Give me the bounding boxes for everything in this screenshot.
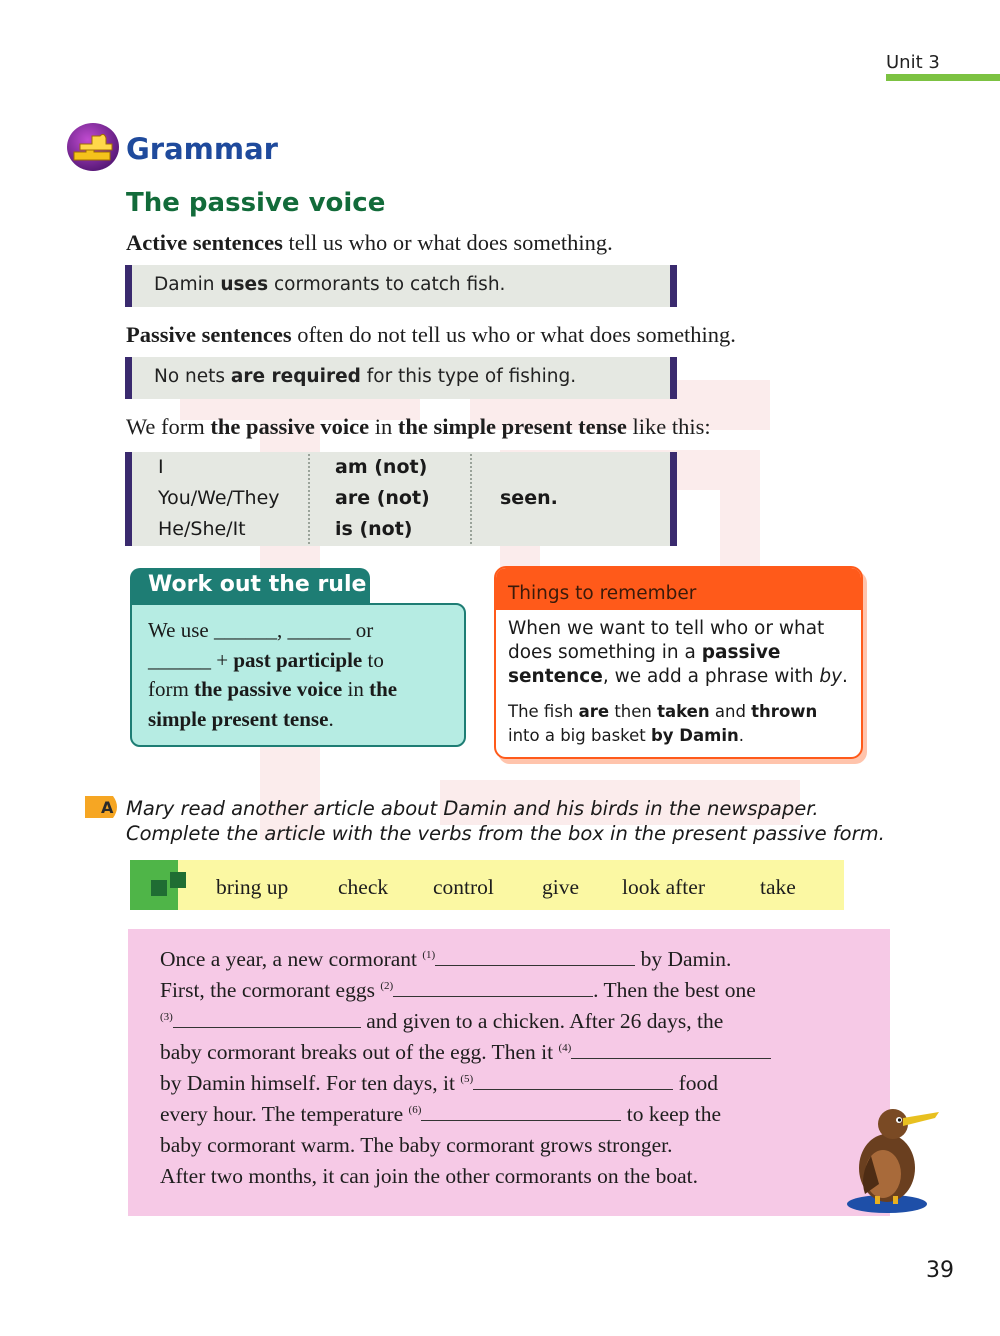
word-option[interactable]: control [433,875,494,899]
article-line-8: After two months, it can join the other cormorants on the boat. [160,1164,698,1188]
article-line-1: Once a year, a new cormorant $^{(1)}$ by Damin. [160,947,732,971]
subject-cell: I [158,456,164,478]
word-option[interactable]: give [542,875,580,899]
remember-example: The fish are then taken and thrown into a big basket by Damin. [508,702,818,745]
page-number: 39 [926,1258,954,1283]
table-divider [470,454,472,544]
grammar-title: Grammar [126,132,278,166]
verb-cell [335,514,430,545]
answer-blank-4[interactable] [571,1040,771,1059]
table-divider [308,454,310,544]
verb-rest: (not) [367,456,428,478]
form-sentence [126,414,711,440]
exercise-badge-letter: A [101,798,114,817]
verb-bold: am [335,456,368,478]
article-line-2: First, the cormorant eggs $^{(2)}$ . Then the best one [160,978,756,1002]
form-text-1: We form [126,414,211,439]
verb-bold: is [335,518,353,540]
passive-form-table [125,452,677,546]
passive-example-box [125,357,677,399]
answer-blank-3[interactable] [173,1009,361,1028]
passive-example-pre: No nets [154,366,231,387]
passive-rule-text: often do not tell us who or what does something. [291,322,736,347]
rule-blank[interactable]: ______ [148,647,211,672]
passive-rule [126,322,736,348]
exercise-badge-icon [83,796,121,818]
rule-line-2: ______ + past participle to [148,647,384,672]
answer-blank-6[interactable] [421,1102,621,1121]
verb-cell [335,452,430,483]
section-title: The passive voice [126,188,386,218]
blank-number: (2) [380,979,394,992]
exercise-instruction: Mary read another article about Damin and his birds in the newspaper. Complete the article with the verbs from the box in the present passive form. [126,797,885,845]
rule-line-3: form the passive voice in the [148,677,398,701]
passive-example-bold: are required [230,366,361,387]
form-text-2: in [369,414,398,439]
active-example-post: cormorants to catch fish. [268,274,506,295]
passive-rule-bold: Passive sentences [126,322,292,347]
blank-number: (4) [558,1041,572,1054]
active-example-box [125,265,677,307]
article-line-7: baby cormorant warm. The baby cormorant grows stronger. [160,1133,673,1157]
answer-blank-1[interactable] [435,947,635,966]
form-bold-2: the simple present tense [397,414,627,439]
rule-text [148,616,458,734]
article-line-5: by Damin himself. For ten days, it $^{(5)}$ food [160,1071,718,1095]
active-rule [126,230,613,256]
word-box-decoration [170,872,186,888]
rule-line-4: simple present tense. [148,706,334,731]
blank-number: (6) [408,1103,422,1116]
subject-column [158,452,280,546]
blank-number: (5) [460,1072,474,1085]
active-example-bold: uses [220,274,269,295]
cormorant-icon [843,1096,943,1216]
answer-blank-2[interactable] [393,978,593,997]
subject-cell: He/She/It [158,518,246,540]
blank-number: (3) [160,1010,173,1023]
puzzle-icon [66,122,120,172]
remember-body: When we want to tell who or what does something in a passive sentence, we add a phrase with by. [508,618,848,687]
rule-blank[interactable]: ______ [213,618,277,642]
active-example [154,274,505,295]
verb-bold: are [335,487,371,509]
remember-title: Things to remember [508,583,697,604]
verb-rest: (not) [352,518,413,540]
article-line-3: $^{(3)}$ and given to a chicken. After 26 days, the [160,1009,724,1033]
active-rule-bold: Active sentences [126,230,283,255]
blank-number: (1) [422,948,436,961]
unit-underline [886,74,1000,81]
participle-cell: seen. [500,487,558,509]
word-option[interactable]: take [760,875,796,899]
word-box-decoration [151,880,167,896]
article-line-6: every hour. The temperature $^{(6)}$ to keep the [160,1102,722,1126]
word-option[interactable]: bring up [216,875,289,899]
subject-cell: You/We/They [158,487,280,509]
word-option[interactable]: check [338,875,389,899]
verb-rest: (not) [370,487,430,509]
participle-column [500,452,558,546]
passive-example [154,366,576,387]
rule-line-1: We use ______, ______ or [148,618,374,642]
active-rule-text: tell us who or what does something. [282,230,613,255]
rule-blank[interactable]: ______ [287,618,351,642]
active-example-pre: Damin [154,274,221,295]
passive-example-post: for this type of fishing. [360,366,577,387]
form-text-3: like this: [626,414,711,439]
answer-blank-5[interactable] [473,1071,673,1090]
verb-cell [335,483,430,514]
word-option[interactable]: look after [622,875,705,899]
article-line-4: baby cormorant breaks out of the egg. Then it $^{(4)}$ [160,1040,771,1065]
rule-title: Work out the rule [148,572,367,597]
verb-column [335,452,430,546]
unit-label: Unit 3 [886,52,940,73]
form-bold-1: the passive voice [210,414,370,439]
